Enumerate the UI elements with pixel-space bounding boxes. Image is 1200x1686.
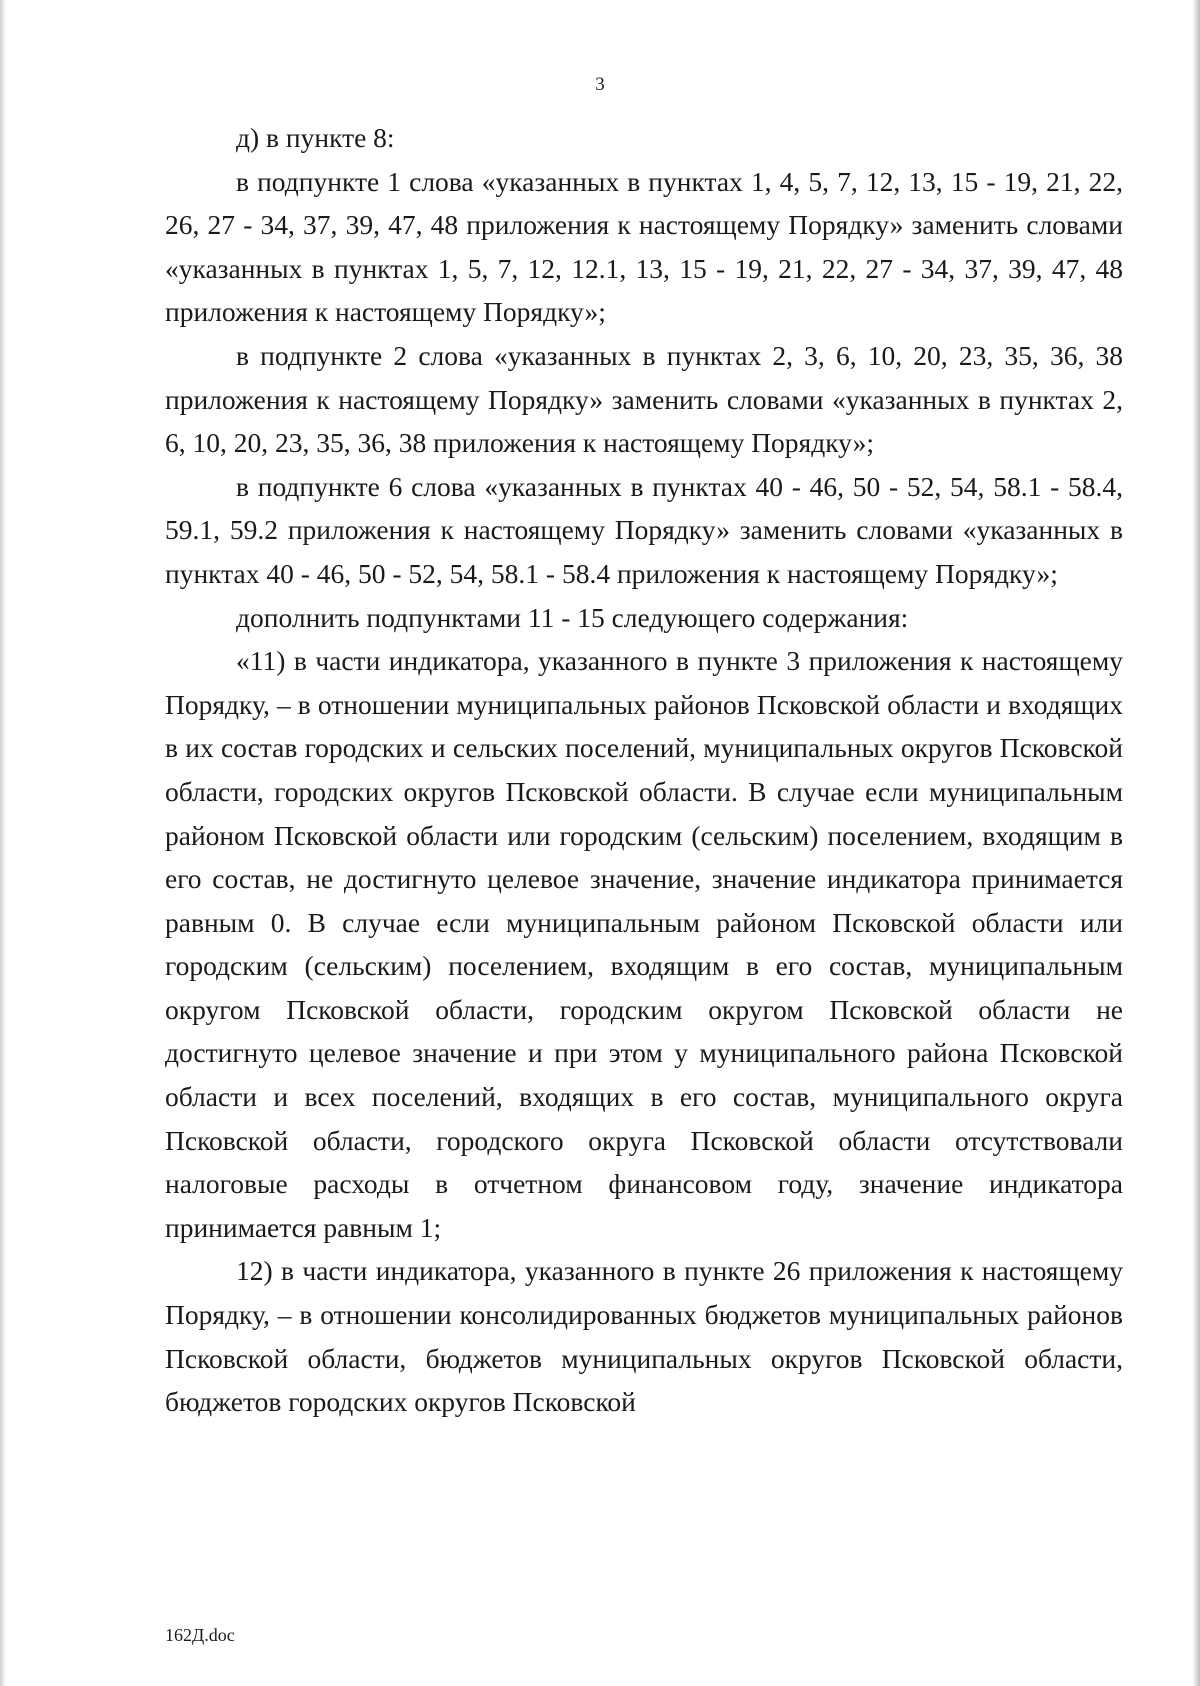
scan-edge-left — [0, 0, 6, 1686]
paragraph-subpoint-12: 12) в части индикатора, указанного в пункте 26 приложения к настоящему Порядку, – в отношении консолидированных бюджетов муниципальных районов Псковской области, бюджетов муниципальных округов Псковской области, бюджетов городских округов Псковской — [165, 1255, 1123, 1418]
paragraph-subpoint-11: «11) в части индикатора, указанного в пункте 3 приложения к настоящему Порядку, – в отношении муниципальных районов Псковской области и входящих в их состав городских и сельских поселений, муниципальных округов Псковской области, городских округов Псковской области. В случае если муниципальным районом Псковской области или городским (сельским) поселением, входящим в его состав, не достигнуто целевое значение, значение индикатора принимается равным 0. В случае если муниципальным районом Псковской области или городским (сельским) поселением, входящим в его состав, муниципальным округом Псковской области, городским округом Псковской области не достигнуто целевое значение и при этом у муниципального района Псковской области и всех поселений, входящих в его состав, муниципального округа Псковской области, городского округа Псковской области отсутствовали налоговые расходы в отчетном финансовом году, значение индикатора принимается равным 1; — [165, 645, 1123, 1243]
document-body — [165, 116, 1123, 1424]
paragraph-item-d: д) в пункте 8: — [236, 122, 395, 153]
paragraph-supplement: дополнить подпунктами 11 - 15 следующего содержания: — [236, 601, 909, 633]
scan-edge-right — [1192, 0, 1200, 1686]
paragraph-subpoint-6: в подпункте 6 слова «указанных в пунктах 40 - 46, 50 - 52, 54, 58.1 - 58.4, 59.1, 59.2 приложения к настоящему Порядку» заменить словами «указанных в пунктах 40 - 46, 50 - 52, 54, 58.1 - 58.4 приложения к настоящему Порядку»; — [165, 470, 1123, 589]
paragraph-subpoint-1: в подпункте 1 слова «указанных в пунктах 1, 4, 5, 7, 12, 13, 15 - 19, 21, 22, 26, 27 - 34, 37, 39, 47, 48 приложения к настоящему Порядку» заменить словами «указанных в пунктах 1, 5, 7, 12, 12.1, 13, 15 - 19, 21, 22, 27 - 34, 37, 39, 47, 48 приложения к настоящему Порядку»; — [165, 165, 1123, 328]
footer-filename: 162Д.doc — [165, 1625, 235, 1645]
paragraph-subpoint-2: в подпункте 2 слова «указанных в пунктах 2, 3, 6, 10, 20, 23, 35, 36, 38 приложения к настоящему Порядку» заменить словами «указанных в пунктах 2, 6, 10, 20, 23, 35, 36, 38 приложения к настоящему Порядку»; — [165, 339, 1123, 459]
page-number: 3 — [595, 74, 605, 95]
